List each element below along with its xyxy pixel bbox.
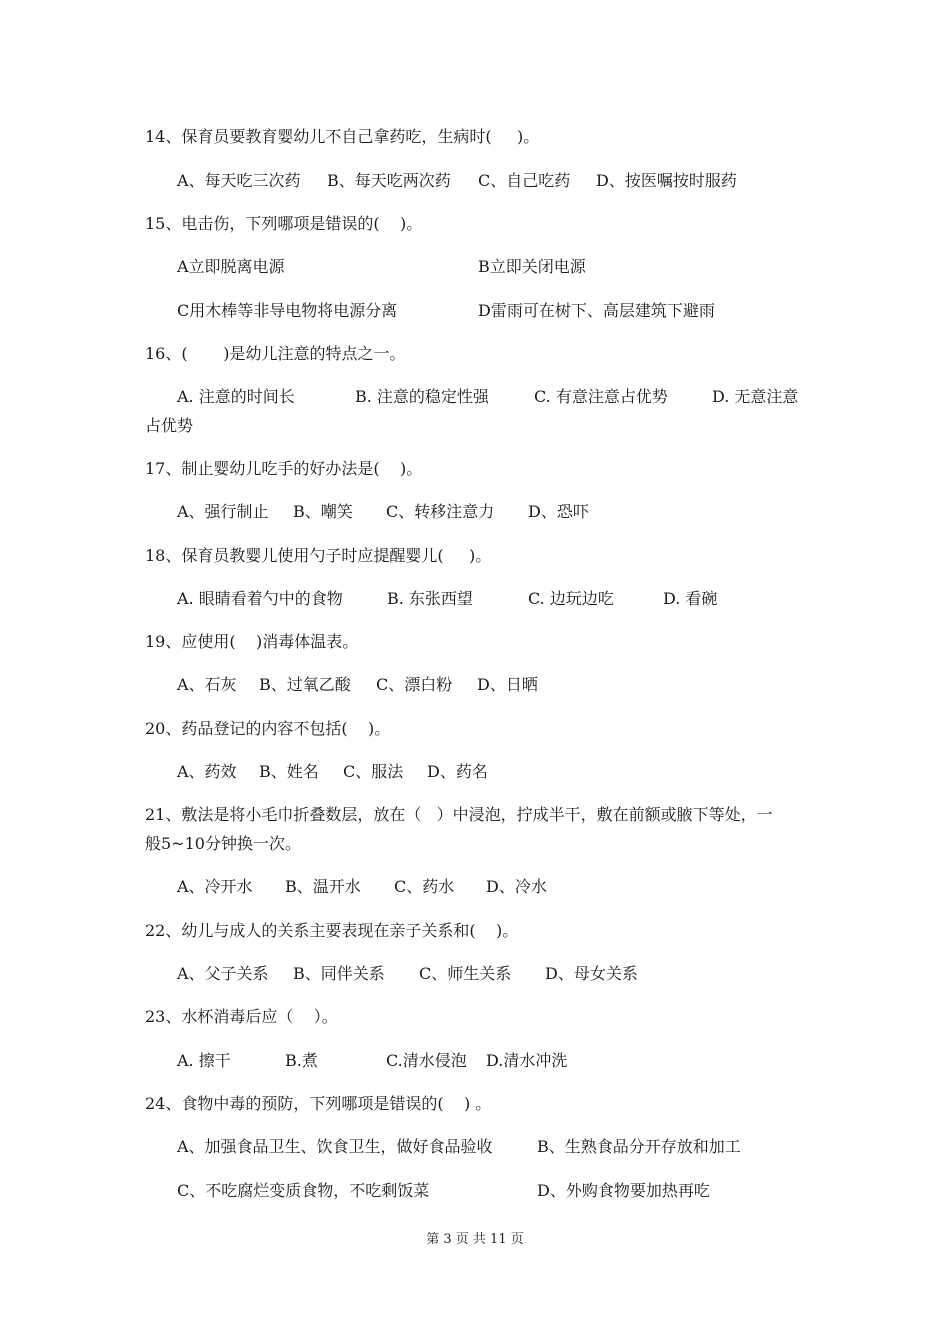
question-15-option-d: D雷雨可在树下、高层建筑下避雨 xyxy=(478,301,715,320)
question-24-option-a: A、加强食品卫生、饮食卫生，做好食品验收 xyxy=(177,1137,493,1156)
question-17-option-b: B、嘲笑 xyxy=(293,502,353,521)
question-21-stem: 21、敷法是将小毛巾折叠数层，放在（ ）中浸泡，拧成半干，敷在前额或腋下等处，一 xyxy=(145,805,773,824)
question-24-option-d: D、外购食物要加热再吃 xyxy=(537,1181,710,1200)
question-15-stem: 15、电击伤，下列哪项是错误的( )。 xyxy=(145,214,423,233)
question-16-option-c: C. 有意注意占优势 xyxy=(534,387,668,406)
question-16-option-b: B. 注意的稳定性强 xyxy=(355,387,489,406)
question-18-stem: 18、保育员教婴儿使用勺子时应提醒婴儿( )。 xyxy=(145,546,492,565)
question-16-option-d-continuation: 占优势 xyxy=(145,416,194,435)
question-16-option-d: D. 无意注意 xyxy=(712,387,799,406)
question-15-option-a: A立即脱离电源 xyxy=(177,257,285,276)
question-21-option-c: C、药水 xyxy=(394,877,455,896)
question-16-option-a: A. 注意的时间长 xyxy=(177,387,295,406)
question-17-stem: 17、制止婴幼儿吃手的好办法是( )。 xyxy=(145,459,423,478)
question-22-option-d: D、母女关系 xyxy=(545,964,638,983)
question-14-option-d: D、按医嘱按时服药 xyxy=(596,171,737,190)
question-18-option-a: A. 眼睛看着勺中的食物 xyxy=(177,589,343,608)
question-15-option-b: B立即关闭电源 xyxy=(478,257,586,276)
question-20-option-a: A、药效 xyxy=(177,762,237,781)
question-18-option-c: C. 边玩边吃 xyxy=(528,589,614,608)
question-20-option-c: C、服法 xyxy=(343,762,404,781)
question-21-stem-continuation: 般5~10分钟换一次。 xyxy=(145,834,301,853)
question-14-option-c: C、自己吃药 xyxy=(478,171,571,190)
question-14-option-a: A、每天吃三次药 xyxy=(177,171,301,190)
question-22-option-c: C、师生关系 xyxy=(419,964,512,983)
question-22-option-a: A、父子关系 xyxy=(177,964,269,983)
question-21-option-d: D、冷水 xyxy=(486,877,547,896)
question-24-option-c: C、不吃腐烂变质食物，不吃剩饭菜 xyxy=(177,1181,430,1200)
question-23-option-d: D.清水冲洗 xyxy=(486,1051,568,1070)
question-14-option-b: B、每天吃两次药 xyxy=(327,171,451,190)
question-19-option-a: A、石灰 xyxy=(177,675,237,694)
question-21-option-b: B、温开水 xyxy=(285,877,361,896)
question-23-option-b: B.煮 xyxy=(285,1051,318,1070)
question-19-stem: 19、应使用( )消毒体温表。 xyxy=(145,632,359,651)
question-24-option-b: B、生熟食品分开存放和加工 xyxy=(537,1137,741,1156)
question-14-stem: 14、保育员要教育婴幼儿不自己拿药吃，生病时( )。 xyxy=(145,127,540,146)
question-19-option-b: B、过氧乙酸 xyxy=(259,675,351,694)
question-21-option-a: A、冷开水 xyxy=(177,877,253,896)
question-17-option-a: A、强行制止 xyxy=(177,502,269,521)
question-24-stem: 24、食物中毒的预防，下列哪项是错误的( ) 。 xyxy=(145,1094,492,1113)
question-23-option-c: C.清水侵泡 xyxy=(386,1051,467,1070)
question-22-stem: 22、幼儿与成人的关系主要表现在亲子关系和( )。 xyxy=(145,921,519,940)
question-19-option-c: C、漂白粉 xyxy=(376,675,453,694)
question-23-stem: 23、水杯消毒后应（ ）。 xyxy=(145,1007,338,1026)
question-16-stem: 16、( )是幼儿注意的特点之一。 xyxy=(145,344,406,363)
question-15-option-c: C用木棒等非导电物将电源分离 xyxy=(177,301,398,320)
question-18-option-d: D. 看碗 xyxy=(663,589,718,608)
question-17-option-c: C、转移注意力 xyxy=(386,502,495,521)
question-19-option-d: D、日晒 xyxy=(477,675,538,694)
question-20-option-b: B、姓名 xyxy=(259,762,319,781)
question-18-option-b: B. 东张西望 xyxy=(387,589,473,608)
question-20-option-d: D、药名 xyxy=(427,762,488,781)
question-23-option-a: A. 擦干 xyxy=(177,1051,231,1070)
question-20-stem: 20、药品登记的内容不包括( )。 xyxy=(145,719,391,738)
question-17-option-d: D、恐吓 xyxy=(528,502,589,521)
question-22-option-b: B、同伴关系 xyxy=(293,964,385,983)
page-number-footer: 第 3 页 共 11 页 xyxy=(426,1232,524,1247)
